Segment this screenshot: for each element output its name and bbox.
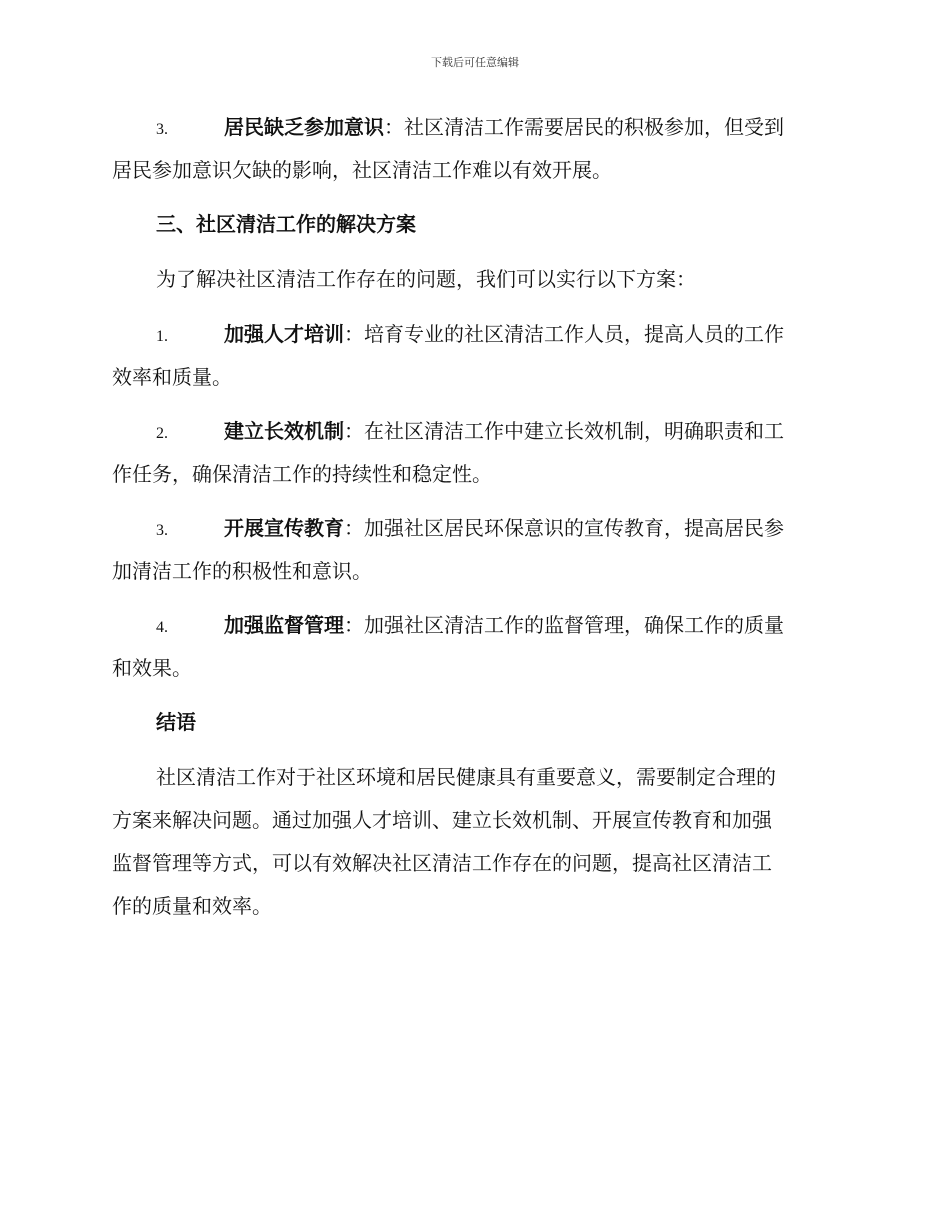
- paragraph-line: 监督管理等方式，可以有效解决社区清洁工作存在的问题，提高社区清洁工: [112, 851, 772, 875]
- item-text-cont: 作任务，确保清洁工作的持续性和稳定性。: [112, 462, 492, 486]
- item-title: 建立长效机制: [224, 419, 344, 443]
- item-text: ：社区清洁工作需要居民的积极参加，但受到: [384, 115, 784, 139]
- paragraph-line: 方案来解决问题。通过加强人才培训、建立长效机制、开展宣传教育和加强: [112, 808, 772, 832]
- section-heading: 三、社区清洁工作的解决方案: [156, 212, 416, 236]
- item-text-cont: 效率和质量。: [112, 365, 232, 389]
- conclusion-paragraph: [112, 756, 842, 928]
- item-number: 3.: [156, 522, 168, 539]
- item-number: 3.: [156, 121, 168, 138]
- item-title: 加强人才培训: [224, 322, 344, 346]
- item-text: ：加强社区清洁工作的监督管理，确保工作的质量: [344, 613, 784, 637]
- item-title: 居民缺乏参加意识: [224, 115, 384, 139]
- item-text: ：加强社区居民环保意识的宣传教育，提高居民参: [344, 516, 784, 540]
- list-item-solution-1: [112, 313, 842, 399]
- list-item-solution-2: [112, 410, 842, 496]
- item-title: 加强监督管理: [224, 613, 344, 637]
- item-text-cont: 居民参加意识欠缺的影响，社区清洁工作难以有效开展。: [112, 158, 612, 182]
- list-item-solution-4: [112, 604, 842, 690]
- list-item-prev-3: [112, 106, 842, 192]
- item-number: 2.: [156, 425, 168, 442]
- conclusion-heading: 结语: [156, 710, 196, 734]
- item-text-cont: 和效果。: [112, 656, 192, 680]
- item-text: ：培育专业的社区清洁工作人员，提高人员的工作: [344, 322, 784, 346]
- item-text-cont: 加清洁工作的积极性和意识。: [112, 559, 372, 583]
- page-header: 下载后可任意编辑: [431, 56, 519, 69]
- item-title: 开展宣传教育: [224, 516, 344, 540]
- item-number: 4.: [156, 619, 168, 636]
- list-item-solution-3: [112, 507, 842, 593]
- section-intro: 为了解决社区清洁工作存在的问题，我们可以实行以下方案：: [156, 267, 696, 291]
- paragraph-line: 作的质量和效率。: [112, 894, 272, 918]
- item-text: ：在社区清洁工作中建立长效机制，明确职责和工: [344, 419, 784, 443]
- paragraph-line: 社区清洁工作对于社区环境和居民健康具有重要意义，需要制定合理的: [156, 765, 776, 789]
- item-number: 1.: [156, 328, 168, 345]
